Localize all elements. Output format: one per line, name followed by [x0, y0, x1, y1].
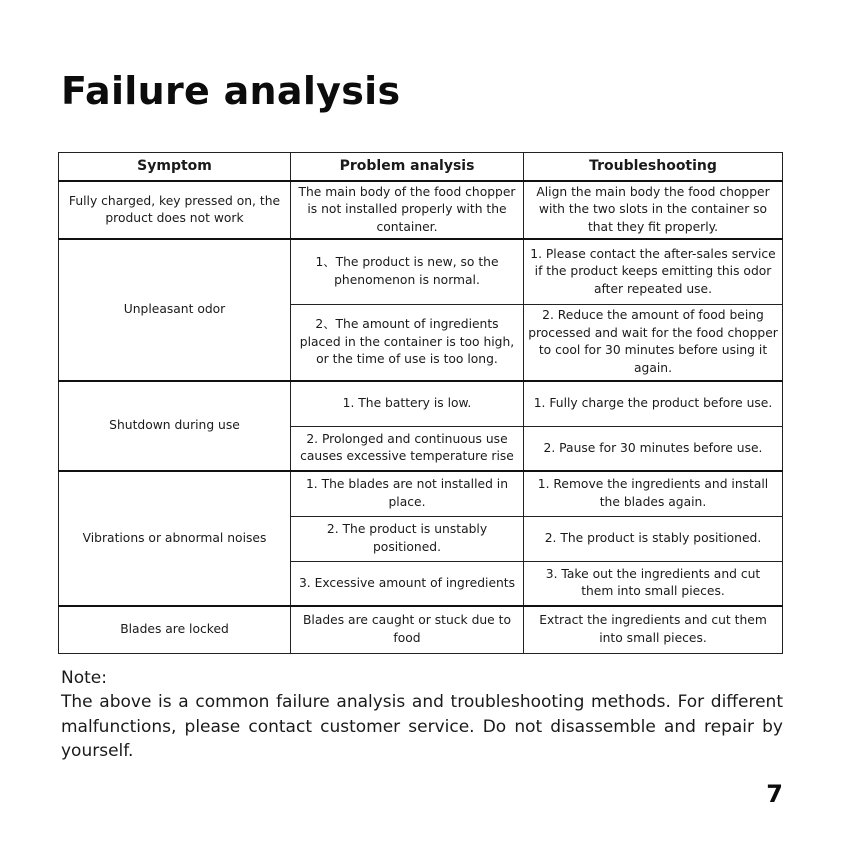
symptom-cell: Blades are locked	[59, 606, 291, 653]
note-text: The above is a common failure analysis and troubleshooting methods. For different malfunctions, please contact customer service. Do not disassemble and repair by yourself.	[61, 692, 783, 761]
header-problem-analysis: Problem analysis	[291, 153, 524, 182]
fix-cell: 3. Take out the ingredients and cut them into small pieces.	[524, 561, 783, 606]
fix-cell: 2. The product is stably positioned.	[524, 516, 783, 561]
table-row	[59, 471, 783, 516]
page-number: 7	[766, 780, 783, 808]
problem-cell: 1. The blades are not installed in place.	[291, 471, 524, 516]
fix-cell: Align the main body the food chopper with the two slots in the container so that they fit properly.	[524, 181, 783, 239]
table-row	[59, 239, 783, 304]
symptom-cell: Shutdown during use	[59, 381, 291, 471]
problem-cell: Blades are caught or stuck due to food	[291, 606, 524, 653]
table-row	[59, 606, 783, 653]
header-symptom: Symptom	[59, 153, 291, 182]
table-row	[59, 381, 783, 426]
fix-cell: 2. Reduce the amount of food being processed and wait for the food chopper to cool for 30 minutes before using it again.	[524, 304, 783, 381]
fix-cell: 1. Fully charge the product before use.	[524, 381, 783, 426]
problem-cell: 1、The product is new, so the phenomenon is normal.	[291, 239, 524, 304]
failure-analysis-table	[58, 152, 783, 654]
note-label: Note:	[61, 668, 107, 688]
problem-cell: 2. Prolonged and continuous use causes excessive temperature rise	[291, 426, 524, 471]
table-header-row	[59, 153, 783, 182]
table-row	[59, 181, 783, 239]
fix-cell: 2. Pause for 30 minutes before use.	[524, 426, 783, 471]
fix-cell: Extract the ingredients and cut them into small pieces.	[524, 606, 783, 653]
page-title: Failure analysis	[61, 69, 401, 113]
problem-cell: 2. The product is unstably positioned.	[291, 516, 524, 561]
problem-cell: The main body of the food chopper is not installed properly with the container.	[291, 181, 524, 239]
symptom-cell: Unpleasant odor	[59, 239, 291, 381]
fix-cell: 1. Remove the ingredients and install the blades again.	[524, 471, 783, 516]
problem-cell: 3. Excessive amount of ingredients	[291, 561, 524, 606]
header-troubleshooting: Troubleshooting	[524, 153, 783, 182]
symptom-cell: Fully charged, key pressed on, the product does not work	[59, 181, 291, 239]
problem-cell: 2、The amount of ingredients placed in the container is too high, or the time of use is too long.	[291, 304, 524, 381]
fix-cell: 1. Please contact the after-sales service if the product keeps emitting this odor after repeated use.	[524, 239, 783, 304]
symptom-cell: Vibrations or abnormal noises	[59, 471, 291, 606]
problem-cell: 1. The battery is low.	[291, 381, 524, 426]
